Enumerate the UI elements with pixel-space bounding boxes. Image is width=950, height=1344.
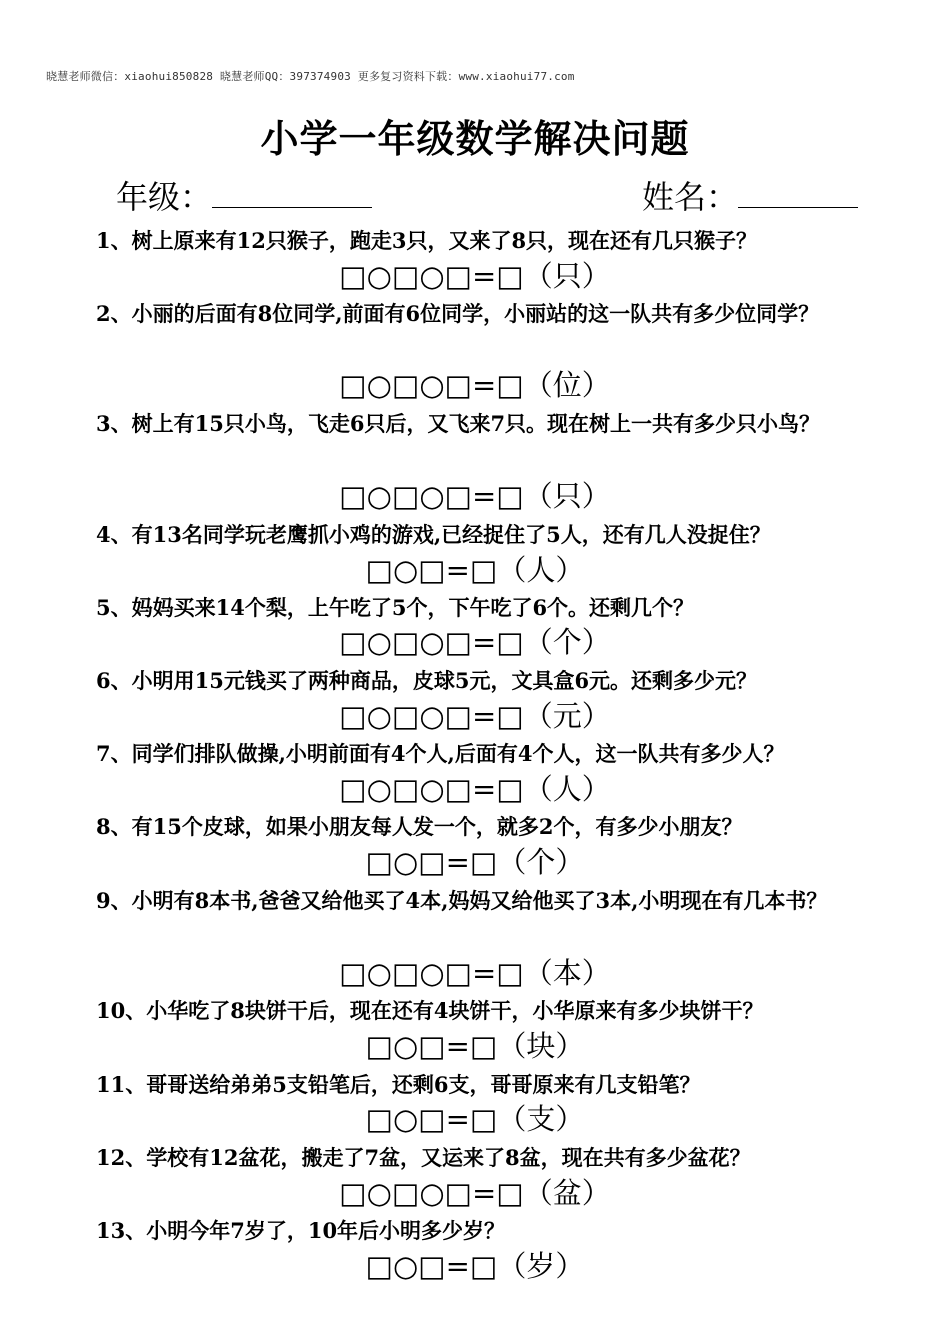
equation-unit: 盆）	[552, 1176, 611, 1210]
question-text: 12、学校有12盆花，搬走了7盆，又运来了8盆，现在共有多少盆花？	[96, 1145, 751, 1170]
equation-unit: 块）	[526, 1029, 585, 1063]
question-text: 7、同学们排队做操,小明前面有4个人,后面有4个人，这一队共有多少人？	[96, 741, 785, 766]
equation-blanks[interactable]: □○□○□=□（	[339, 699, 553, 733]
equation-4[interactable]	[0, 548, 950, 589]
equation-blanks[interactable]: □○□○□=□（	[339, 259, 553, 293]
equation-1[interactable]	[0, 254, 950, 295]
page-title: 小学一年级数学解决问题	[260, 116, 690, 161]
equation-unit: 位）	[552, 368, 611, 402]
equation-blanks[interactable]: □○□○□=□（	[339, 1176, 553, 1210]
question-text: 5、妈妈买来14个梨，上午吃了5个，下午吃了6个。还剩几个？	[96, 595, 695, 620]
grade-blank[interactable]	[212, 179, 372, 208]
equation-8[interactable]	[0, 840, 950, 881]
equation-blanks[interactable]: □○□○□=□（	[339, 625, 553, 659]
question-text: 2、小丽的后面有8位同学,前面有6位同学，小丽站的这一队共有多少位同学？	[96, 301, 820, 326]
header-note: 晓慧老师微信：xiaohui850828 晓慧老师QQ：397374903 更多复习资料下载：www.xiaohui77.com	[46, 70, 575, 83]
question-text: 4、有13名同学玩老鹰抓小鸡的游戏,已经捉住了5人，还有几人没捉住？	[96, 522, 771, 547]
equation-blanks[interactable]: □○□=□（	[365, 1029, 527, 1063]
equation-7[interactable]	[0, 767, 950, 808]
equation-11[interactable]	[0, 1097, 950, 1138]
question-text: 9、小明有8本书,爸爸又给他买了4本,妈妈又给他买了3本,小明现在有几本书？	[96, 888, 828, 913]
equation-12[interactable]	[0, 1171, 950, 1212]
equation-unit: 个）	[526, 845, 585, 879]
equation-10[interactable]	[0, 1024, 950, 1065]
grade-label: 年级：	[116, 178, 213, 216]
equation-unit: 元）	[552, 699, 611, 733]
grade-field	[116, 172, 372, 218]
equation-blanks[interactable]: □○□=□（	[365, 1249, 527, 1283]
equation-unit: 人）	[552, 772, 611, 806]
question-text: 3、树上有15只小鸟，飞走6只后，又飞来7只。现在树上一共有多少只小鸟？	[96, 411, 821, 436]
equation-5[interactable]	[0, 620, 950, 661]
equation-blanks[interactable]: □○□○□=□（	[339, 368, 553, 402]
question-3	[48, 405, 913, 442]
equation-blanks[interactable]: □○□○□=□（	[339, 956, 553, 990]
question-text: 11、哥哥送给弟弟5支铅笔后，还剩6支，哥哥原来有几支铅笔？	[96, 1072, 701, 1097]
equation-2[interactable]	[0, 363, 950, 404]
question-9	[48, 882, 913, 919]
question-text: 1、树上原来有12只猴子，跑走3只，又来了8只，现在还有几只猴子？	[96, 228, 758, 253]
name-field	[642, 172, 858, 218]
equation-blanks[interactable]: □○□=□（	[365, 1102, 527, 1136]
equation-6[interactable]	[0, 694, 950, 735]
equation-blanks[interactable]: □○□=□（	[365, 845, 527, 879]
question-2	[48, 295, 913, 332]
equation-blanks[interactable]: □○□○□=□（	[339, 479, 553, 513]
equation-unit: 岁）	[526, 1249, 585, 1283]
question-text: 10、小华吃了8块饼干后，现在还有4块饼干，小华原来有多少块饼干？	[96, 998, 764, 1023]
question-text: 13、小明今年7岁了，10年后小明多少岁？	[96, 1218, 506, 1243]
equation-unit: 个）	[552, 625, 611, 659]
equation-unit: 本）	[552, 956, 611, 990]
question-text: 8、有15个皮球，如果小朋友每人发一个，就多2个，有多少小朋友？	[96, 814, 743, 839]
equation-unit: 只）	[552, 259, 611, 293]
name-label: 姓名：	[642, 178, 739, 216]
equation-unit: 支）	[526, 1102, 585, 1136]
equation-blanks[interactable]: □○□=□（	[365, 553, 527, 587]
equation-13[interactable]	[0, 1244, 950, 1285]
equation-9[interactable]	[0, 951, 950, 992]
equation-unit: 人）	[526, 553, 585, 587]
equation-unit: 只）	[552, 479, 611, 513]
name-blank[interactable]	[738, 179, 858, 208]
equation-blanks[interactable]: □○□○□=□（	[339, 772, 553, 806]
question-text: 6、小明用15元钱买了两种商品，皮球5元，文具盒6元。还剩多少元？	[96, 668, 758, 693]
equation-3[interactable]	[0, 474, 950, 515]
